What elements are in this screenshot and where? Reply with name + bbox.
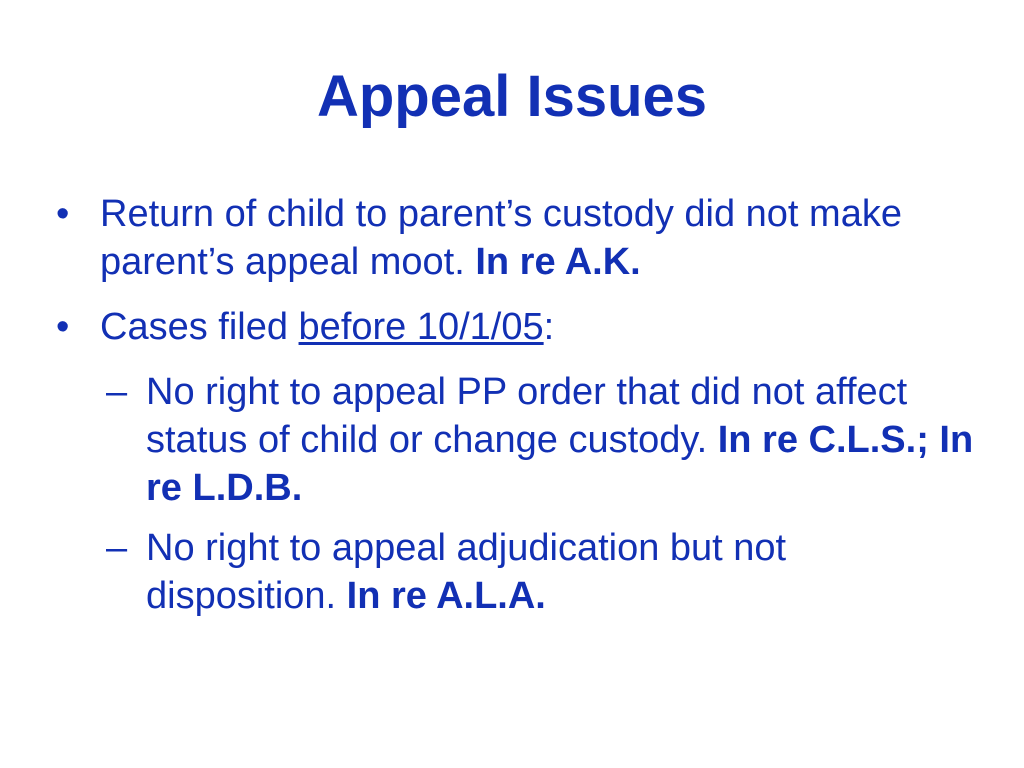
bullet-marker: • bbox=[56, 306, 70, 348]
bullet-marker: • bbox=[56, 193, 70, 235]
case-citation: In re C.L.S.; In re L.D.B. bbox=[146, 419, 974, 509]
bullet-text: Return of child to parent’s custody did not make parent’s appeal moot. bbox=[100, 193, 902, 283]
bullet-item-return-of-child bbox=[56, 190, 986, 286]
bullet-suffix: : bbox=[543, 306, 555, 348]
case-citation: In re A.L.A. bbox=[346, 575, 546, 617]
sub-item-adjudication bbox=[56, 524, 986, 620]
bullet-item-cases-filed bbox=[56, 303, 986, 351]
sub-item-pp-order bbox=[56, 368, 986, 512]
underlined-date: before 10/1/05 bbox=[298, 306, 544, 348]
sub-item-text: No right to appeal PP order that did not affect status of child or change custody. bbox=[146, 371, 908, 461]
dash-marker: – bbox=[106, 527, 128, 569]
slide-body bbox=[56, 190, 986, 632]
slide-title: Appeal Issues bbox=[316, 64, 708, 129]
sub-item-text: No right to appeal adjudication but not disposition. bbox=[146, 527, 787, 617]
bullet-text: Cases filed bbox=[100, 306, 299, 348]
case-citation: In re A.K. bbox=[475, 241, 641, 283]
dash-marker: – bbox=[106, 371, 128, 413]
